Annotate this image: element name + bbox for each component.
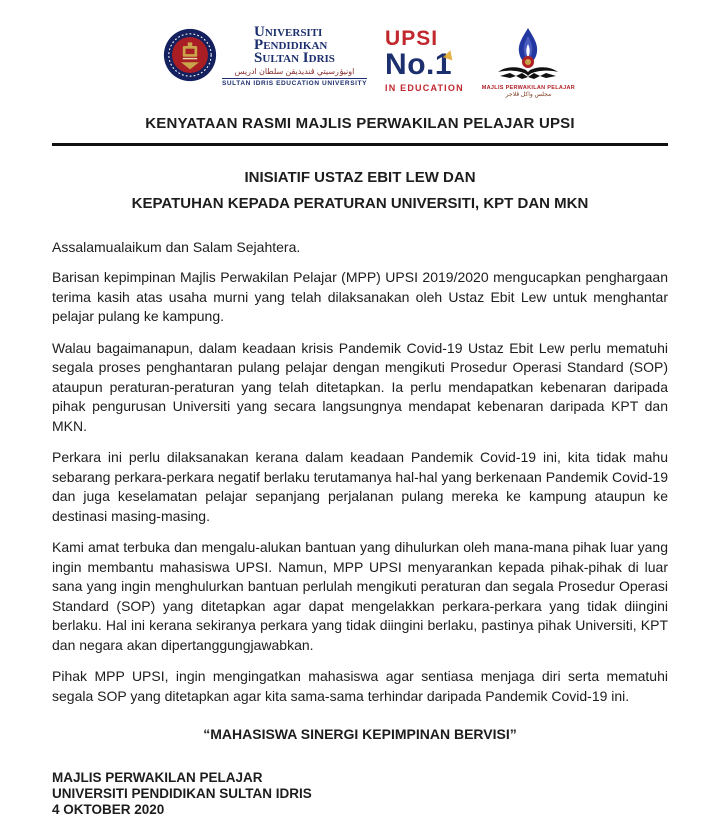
mpp-logo <box>482 26 575 98</box>
salutation: Assalamualaikum dan Salam Sejahtera. <box>52 239 301 255</box>
document-title <box>52 165 668 217</box>
upsi-crest-icon <box>163 28 217 82</box>
upsi-wordmark <box>222 26 367 87</box>
no1-text: No.1 <box>385 48 453 81</box>
upsi-jawi-script: اونيۏرسيتي ڤنديديقن سلطان ادريس <box>234 67 355 76</box>
upsi-wordmark-lines <box>254 26 335 65</box>
paragraph: Kami amat terbuka dan mengalu-alukan bantuan yang dihulurkan oleh mana-mana pihak luar yang ingin membantu mahasiswa UPSI. Namun, MPP UPSI menyarankan kepada pihak-pihak di luar sana yang ingin menghulurkan bantuan perlulah mengikuti peraturan dan segala Prosedur Operasi Standard (SOP) yang ditetapkan agar dapat mengelakkan perkara-perkara yang tidak diingini berlaku. Hal ini kerana sekiranya perkara yang tidak diingini berlaku, pastinya pihak Universiti, KPT dan negara akan dipertanggungjawabkan. <box>52 539 668 653</box>
upsi-university-logo <box>163 26 367 87</box>
signature-line3: 4 OKTOBER 2020 <box>52 802 165 817</box>
signature-block <box>52 770 668 818</box>
no1-logo-in-education-text: IN EDUCATION <box>385 83 464 93</box>
upsi-english-caption: SULTAN IDRIS EDUCATION UNIVERSITY <box>221 80 368 87</box>
paragraph: Walau bagaimanapun, dalam keadaan krisis Pandemik Covid-19 Ustaz Ebit Lew perlu mematuhi segala proses penghantaran pulang pelajar dengan mengikuti Prosedur Operasi Standard (SOP) ataupun peraturan-peraturan yang telah ditetapkan. Ia perlu mendapatkan kebenaran daripada pihak pengurusan Universiti yang secara langsungnya mendapat kebenaran daripada KPT dan MKN. <box>52 339 668 434</box>
body-paragraphs <box>52 268 668 706</box>
paragraph: Perkara ini perlu dilaksanakan kerana dalam keadaan Pandemik Covid-19 ini, kita tidak mahu sebarang perkara-perkara negatif berlaku terutamanya hal-hal yang berkenaan Pandemik Covid-19 dan juga keselamatan pelajar sepanjang perjalanan pulang mereka ke kampung ataupun ke destinasi masing-masing. <box>52 449 668 524</box>
signature-line1: MAJLIS PERWAKILAN PELAJAR <box>52 770 263 785</box>
paragraph: Pihak MPP UPSI, ingin mengingatkan mahasiswa agar sentiasa menjaga diri serta mematuhi segala SOP yang ditetapkan agar kita sama-sama terhindar daripada Pandemik Covid-19 ini. <box>52 668 668 704</box>
mpp-jawi-script: مجلس واكل ڤلاجر <box>505 92 552 98</box>
mpp-flame-book-icon <box>492 26 564 84</box>
header-divider-line <box>52 143 668 146</box>
statement-title: KENYATAAN RASMI MAJLIS PERWAKILAN PELAJAR UPSI <box>145 115 575 132</box>
no1-logo-upsi-text: UPSI <box>385 27 439 50</box>
upsi-wordmark-line1: Universiti <box>254 24 323 40</box>
header-logos <box>70 26 668 102</box>
upsi-caption-rule <box>222 78 367 87</box>
mpp-caption-text: MAJLIS PERWAKILAN PELAJAR <box>481 85 576 91</box>
document-title-line2: KEPATUHAN KEPADA PERATURAN UNIVERSITI, KPT DAN MKN <box>131 195 589 212</box>
slogan: “MAHASISWA SINERGI KEPIMPINAN BERVISI” <box>203 726 517 742</box>
no1-logo-no1-text <box>385 50 452 80</box>
upsi-wordmark-line2: Pendidikan <box>254 37 328 53</box>
paragraph: Barisan kepimpinan Majlis Perwakilan Pelajar (MPP) UPSI 2019/2020 mengucapkan penghargaan terima kasih atas usaha murni yang telah dilaksanakan oleh Ustaz Ebit Lew untuk menghantar pelajar pulang ke kampung. <box>52 269 668 324</box>
upsi-wordmark-line3: Sultan Idris <box>254 50 335 66</box>
document-title-line1: INISIATIF USTAZ EBIT LEW DAN <box>244 169 476 186</box>
signature-line2: UNIVERSITI PENDIDIKAN SULTAN IDRIS <box>52 786 312 801</box>
upsi-no1-logo <box>385 28 464 93</box>
